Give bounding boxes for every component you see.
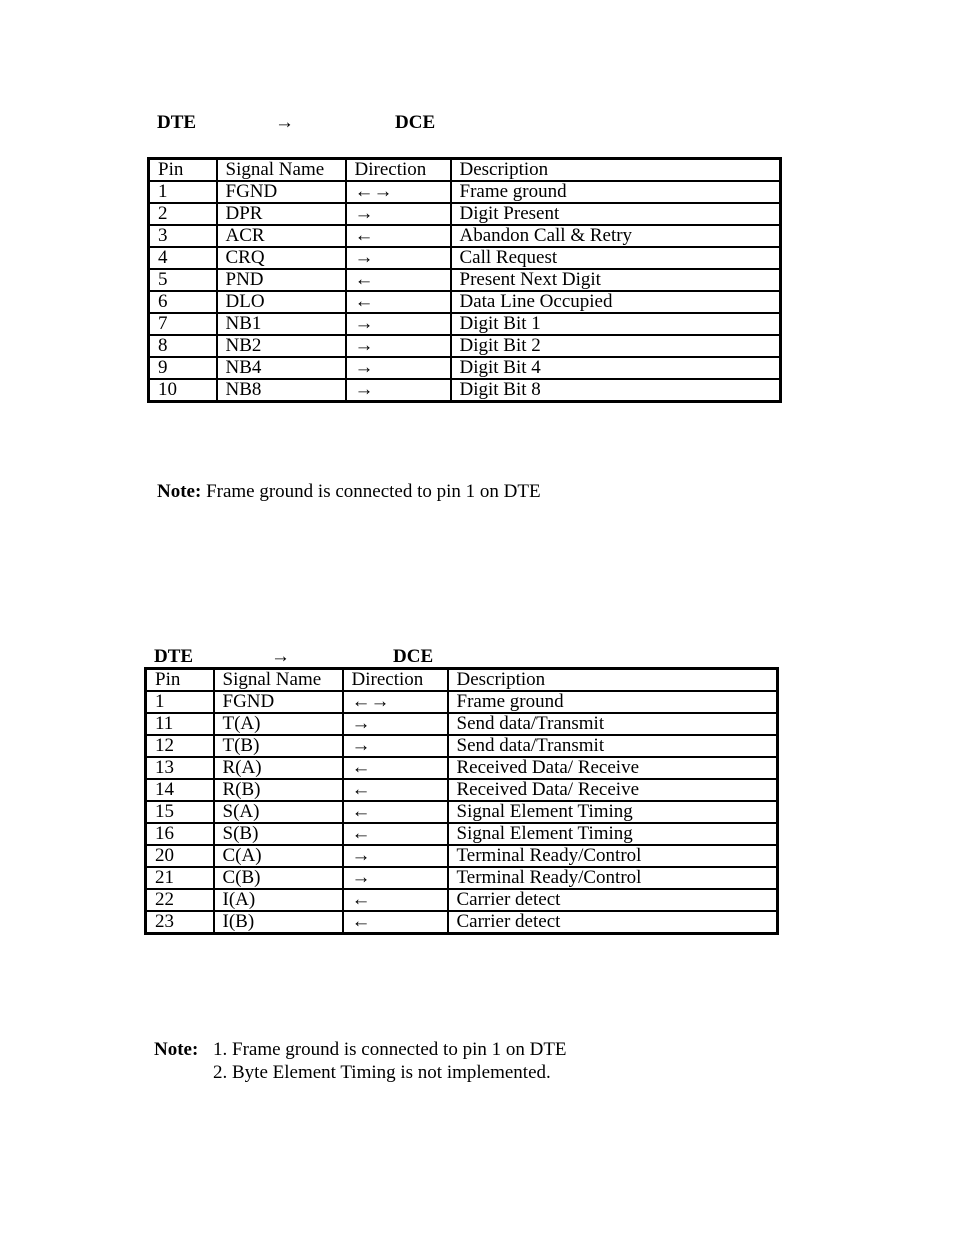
column-header-description: Description (448, 669, 778, 692)
direction-cell: ← (346, 269, 451, 291)
table1-heading-arrow: → (275, 112, 294, 133)
signal-name-cell: CRQ (217, 247, 346, 269)
pin-cell: 10 (149, 379, 217, 402)
table-row (149, 379, 781, 402)
description-cell: Carrier detect (448, 889, 778, 911)
table-row (146, 713, 778, 735)
direction-cell: → (343, 735, 448, 757)
pin-cell: 5 (149, 269, 217, 291)
pin-cell: 1 (149, 181, 217, 203)
table-row (149, 225, 781, 247)
table-row (146, 823, 778, 845)
pin-cell: 15 (146, 801, 214, 823)
direction-cell: → (343, 867, 448, 889)
table-row (146, 735, 778, 757)
table2-heading-arrow: → (271, 646, 290, 667)
signal-name-cell: I(A) (214, 889, 343, 911)
pin-cell: 13 (146, 757, 214, 779)
signal-name-cell: DLO (217, 291, 346, 313)
description-cell: Abandon Call & Retry (451, 225, 781, 247)
direction-cell: ← (343, 889, 448, 911)
column-header-direction: Direction (343, 669, 448, 692)
table-row (146, 801, 778, 823)
description-cell: Digit Bit 8 (451, 379, 781, 402)
description-cell: Frame ground (448, 691, 778, 713)
table-row (146, 691, 778, 713)
column-header-pin: Pin (149, 159, 217, 182)
table1-note-label: Note: (157, 481, 202, 502)
table-row (149, 181, 781, 203)
pin-cell: 4 (149, 247, 217, 269)
table-row (149, 203, 781, 225)
table-row (149, 247, 781, 269)
direction-cell: → (346, 357, 451, 379)
description-cell: Digit Bit 2 (451, 335, 781, 357)
description-cell: Signal Element Timing (448, 801, 778, 823)
table-row (149, 335, 781, 357)
pin-cell: 7 (149, 313, 217, 335)
direction-cell: ← (343, 779, 448, 801)
signal-name-cell: S(A) (214, 801, 343, 823)
direction-cell: ← (346, 225, 451, 247)
direction-cell: ←→ (346, 181, 451, 203)
signal-name-cell: C(A) (214, 845, 343, 867)
pin-cell: 1 (146, 691, 214, 713)
signal-name-cell: I(B) (214, 911, 343, 934)
description-cell: Received Data/ Receive (448, 757, 778, 779)
signal-name-cell: R(A) (214, 757, 343, 779)
signal-name-cell: NB2 (217, 335, 346, 357)
signal-name-cell: PND (217, 269, 346, 291)
direction-cell: → (343, 713, 448, 735)
description-cell: Signal Element Timing (448, 823, 778, 845)
pin-cell: 16 (146, 823, 214, 845)
table-row (149, 313, 781, 335)
table2-header-row (146, 669, 778, 692)
description-cell: Terminal Ready/Control (448, 867, 778, 889)
pin-cell: 22 (146, 889, 214, 911)
column-header-direction: Direction (346, 159, 451, 182)
pin-cell: 8 (149, 335, 217, 357)
direction-cell: ← (343, 757, 448, 779)
pin-cell: 2 (149, 203, 217, 225)
signal-name-cell: S(B) (214, 823, 343, 845)
table-row (146, 889, 778, 911)
pin-cell: 20 (146, 845, 214, 867)
table-row (146, 779, 778, 801)
description-cell: Send data/Transmit (448, 713, 778, 735)
table2-heading-to: DCE (393, 646, 434, 667)
table2-note-list (213, 1038, 567, 1084)
direction-cell: → (346, 203, 451, 225)
table2-heading-from: DTE (154, 646, 194, 667)
description-cell: Terminal Ready/Control (448, 845, 778, 867)
direction-cell: ← (343, 823, 448, 845)
description-cell: Present Next Digit (451, 269, 781, 291)
table-row (149, 269, 781, 291)
pin-cell: 9 (149, 357, 217, 379)
table1 (147, 157, 782, 403)
description-cell: Digit Present (451, 203, 781, 225)
pin-cell: 11 (146, 713, 214, 735)
table-row (146, 845, 778, 867)
signal-name-cell: C(B) (214, 867, 343, 889)
pin-cell: 12 (146, 735, 214, 757)
table2-note-item: 1. Frame ground is connected to pin 1 on DTE (213, 1039, 567, 1060)
description-cell: Call Request (451, 247, 781, 269)
signal-name-cell: R(B) (214, 779, 343, 801)
column-header-description: Description (451, 159, 781, 182)
table1-heading (157, 111, 477, 135)
signal-name-cell: FGND (214, 691, 343, 713)
table1-heading-to: DCE (395, 112, 436, 133)
column-header-signal-name: Signal Name (217, 159, 346, 182)
direction-cell: → (346, 335, 451, 357)
table2-note-item: 2. Byte Element Timing is not implemented. (213, 1062, 551, 1083)
pin-cell: 14 (146, 779, 214, 801)
signal-name-cell: NB4 (217, 357, 346, 379)
pin-cell: 3 (149, 225, 217, 247)
description-cell: Carrier detect (448, 911, 778, 934)
direction-cell: ← (346, 291, 451, 313)
direction-cell: ←→ (343, 691, 448, 713)
table1-heading-from: DTE (157, 112, 197, 133)
table-row (146, 911, 778, 934)
signal-name-cell: T(A) (214, 713, 343, 735)
description-cell: Digit Bit 4 (451, 357, 781, 379)
pin-cell: 23 (146, 911, 214, 934)
direction-cell: → (346, 379, 451, 402)
table2-note-label-wrap (154, 1038, 198, 1061)
table-row (149, 291, 781, 313)
table1-note-text: Frame ground is connected to pin 1 on DTE (206, 481, 541, 502)
column-header-pin: Pin (146, 669, 214, 692)
column-header-signal-name: Signal Name (214, 669, 343, 692)
direction-cell: → (343, 845, 448, 867)
signal-name-cell: ACR (217, 225, 346, 247)
direction-cell: → (346, 247, 451, 269)
direction-cell: → (346, 313, 451, 335)
table1-header-row (149, 159, 781, 182)
description-cell: Data Line Occupied (451, 291, 781, 313)
description-cell: Frame ground (451, 181, 781, 203)
signal-name-cell: NB1 (217, 313, 346, 335)
table-row (149, 357, 781, 379)
table1-note (157, 480, 541, 503)
direction-cell: ← (343, 911, 448, 934)
description-cell: Digit Bit 1 (451, 313, 781, 335)
table2 (144, 667, 779, 935)
table-row (146, 757, 778, 779)
signal-name-cell: DPR (217, 203, 346, 225)
pin-cell: 6 (149, 291, 217, 313)
description-cell: Received Data/ Receive (448, 779, 778, 801)
table-row (146, 867, 778, 889)
table2-heading (154, 645, 474, 669)
signal-name-cell: T(B) (214, 735, 343, 757)
direction-cell: ← (343, 801, 448, 823)
description-cell: Send data/Transmit (448, 735, 778, 757)
signal-name-cell: NB8 (217, 379, 346, 402)
pin-cell: 21 (146, 867, 214, 889)
signal-name-cell: FGND (217, 181, 346, 203)
table2-note-label: Note: (154, 1039, 199, 1060)
